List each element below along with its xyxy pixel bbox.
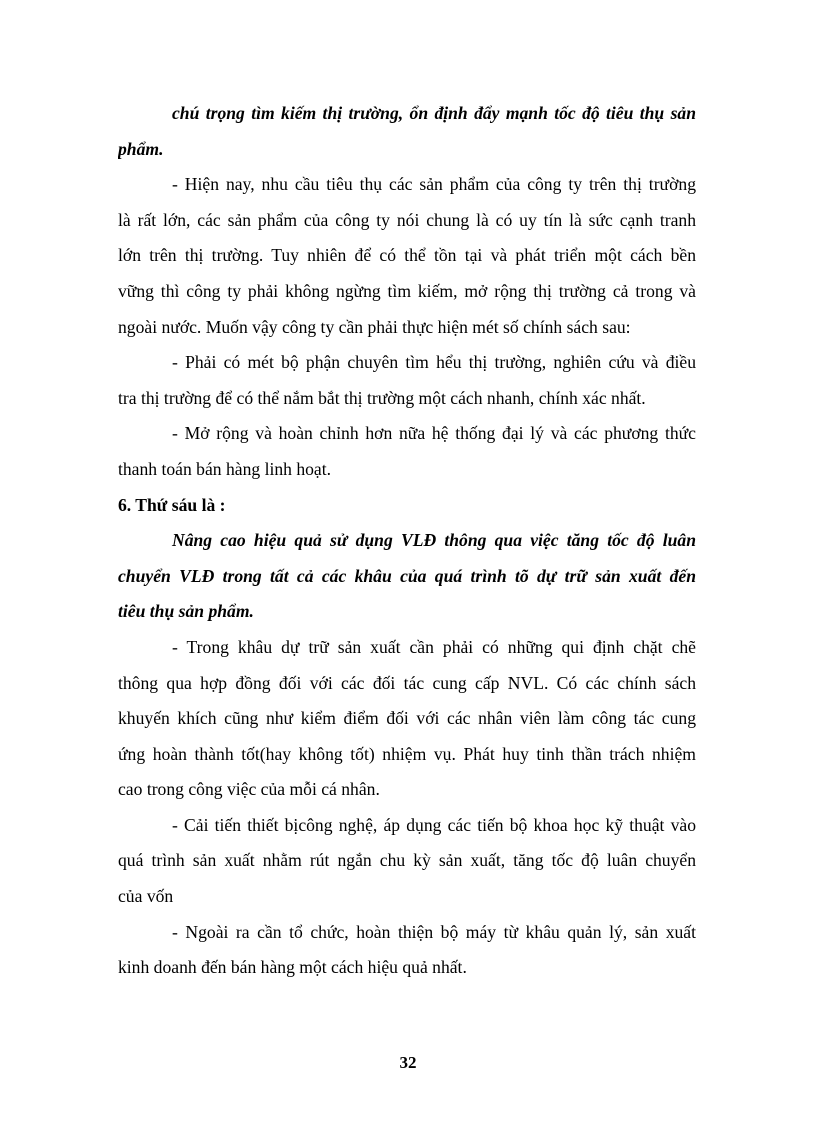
body-text-line: - Trong khâu dự trữ sản xuất cần phải có những qui định chặt chẽ (172, 636, 696, 657)
page-number: 32 (399, 1053, 417, 1072)
body-text-line: lớn trên thị trường. Tuy nhiên để có thể tồn tại và phát triển một cách bền (118, 245, 696, 266)
body-text-line: khuyến khích cũng như kiểm điểm đối với các nhân viên làm công tác cung (118, 708, 696, 729)
italic-heading-line: phẩm. (118, 138, 164, 159)
italic-heading-line: chuyển VLĐ trong tất cả các khâu của quá trình tõ dự trữ sản xuất đến (118, 565, 696, 586)
body-text-line: thông qua hợp đồng đối với các đối tác cung cấp NVL. Có các chính sách (118, 672, 696, 693)
body-text-line: - Cải tiến thiết bịcông nghệ, áp dụng các tiến bộ khoa học kỹ thuật vào (172, 814, 696, 835)
body-text-line: của vốn (118, 886, 174, 907)
body-text-line: vững thì công ty phải không ngừng tìm kiếm, mở rộng thị trường cả trong và (118, 280, 696, 301)
body-text-line: - Hiện nay, nhu cầu tiêu thụ các sản phẩm của công ty trên thị trường (172, 174, 696, 195)
body-text-line: cao trong công việc của mỗi cá nhân. (118, 779, 380, 800)
body-text-line: tra thị trường để có thể nắm bắt thị trường một cách nhanh, chính xác nhất. (118, 387, 646, 408)
body-text-line: ứng hoàn thành tốt(hay không tốt) nhiệm vụ. Phát huy tinh thần trách nhiệm (118, 743, 696, 764)
body-text-line: - Ngoài ra cần tổ chức, hoàn thiện bộ máy từ khâu quản lý, sản xuất (172, 921, 696, 942)
document-page (118, 96, 696, 1086)
italic-heading-line: Nâng cao hiệu quả sử dụng VLĐ thông qua việc tăng tốc độ luân (172, 530, 696, 551)
body-text-line: là rất lớn, các sản phẩm của công ty nói chung là có uy tín là sức cạnh tranh (118, 209, 696, 230)
body-text-line: - Mở rộng và hoàn chỉnh hơn nữa hệ thống đại lý và các phương thức (172, 423, 696, 444)
body-text-line: ngoài nước. Muốn vậy công ty cần phải thực hiện mét số chính sách sau: (118, 316, 631, 337)
body-text-line: quá trình sản xuất nhằm rút ngắn chu kỳ sản xuất, tăng tốc độ luân chuyển (118, 850, 696, 871)
section-heading: 6. Thứ sáu là : (118, 494, 226, 515)
italic-heading-line: chú trọng tìm kiếm thị trường, ổn định đẩy mạnh tốc độ tiêu thụ sản (172, 103, 696, 123)
body-text-line: thanh toán bán hàng linh hoạt. (118, 458, 332, 479)
italic-heading-line: tiêu thụ sản phẩm. (118, 601, 254, 622)
body-text-line: kinh doanh đến bán hàng một cách hiệu quả nhất. (118, 957, 467, 978)
body-text-line: - Phải có mét bộ phận chuyên tìm hểu thị trường, nghiên cứu và điều (172, 352, 696, 373)
